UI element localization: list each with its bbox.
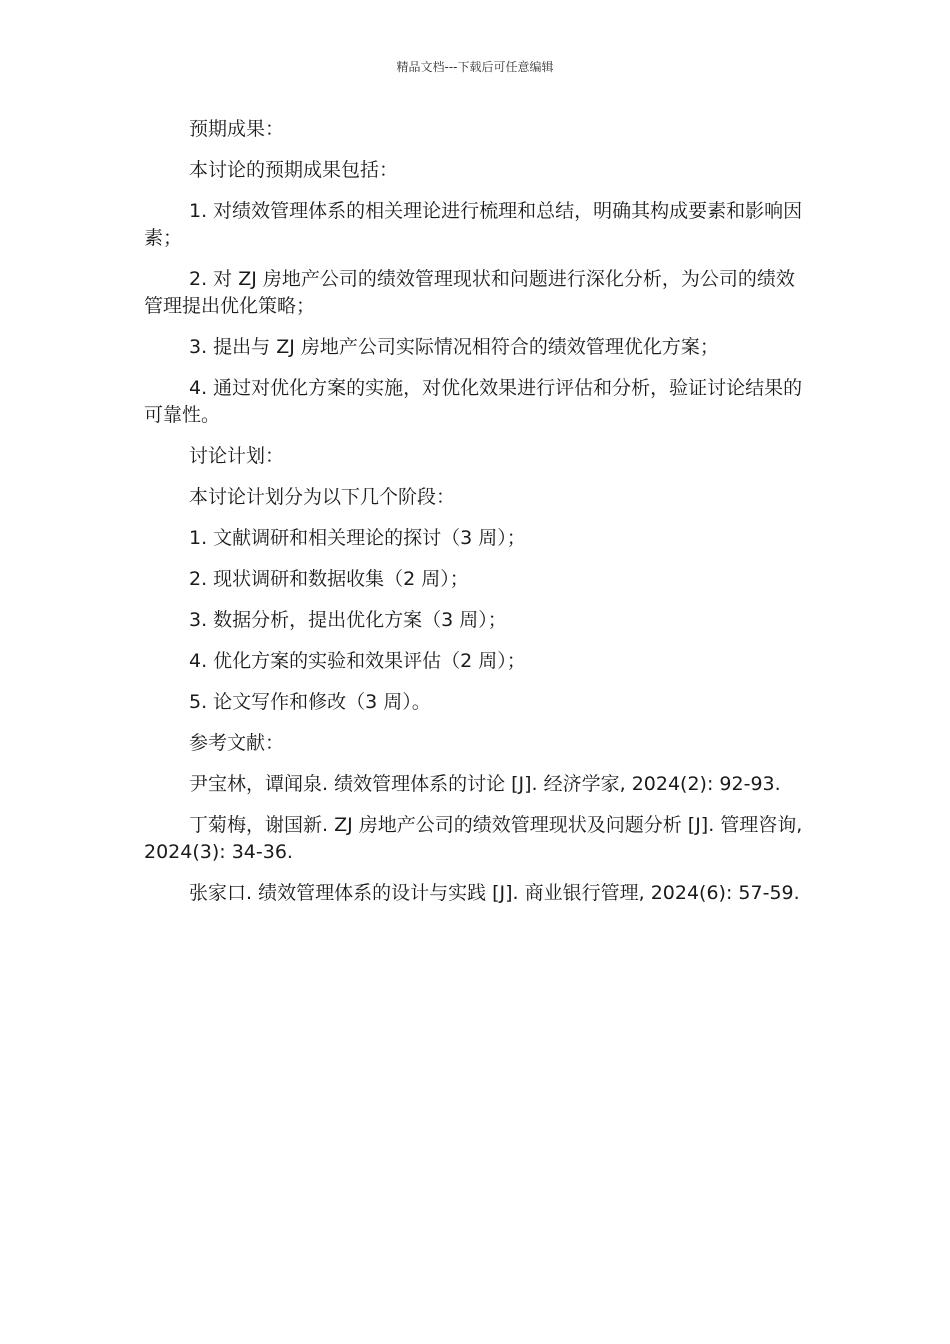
document-body bbox=[144, 116, 808, 921]
page-header: 精品文档---下载后可任意编辑 bbox=[396, 60, 554, 74]
section-heading-plan: 讨论计划： bbox=[189, 445, 285, 467]
reference-item: 张家口. 绩效管理体系的设计与实践 [J]. 商业银行管理, 2024(6): 57-59. bbox=[189, 882, 800, 904]
section-heading-references: 参考文献： bbox=[189, 732, 285, 754]
list-item: 3. 提出与 ZJ 房地产公司实际情况相符合的绩效管理优化方案； bbox=[189, 336, 719, 358]
reference-item: 尹宝林，谭闻泉. 绩效管理体系的讨论 [J]. 经济学家, 2024(2): 92-93. bbox=[189, 773, 781, 795]
section-heading-expected-results: 预期成果： bbox=[189, 118, 285, 140]
reference-item: 丁菊梅，谢国新. ZJ 房地产公司的绩效管理现状及问题分析 [J]. 管理咨询, 2024(3): 34-36. bbox=[144, 814, 803, 863]
list-item: 3. 数据分析，提出优化方案（3 周）； bbox=[189, 609, 507, 631]
list-item: 1. 文献调研和相关理论的探讨（3 周）； bbox=[189, 527, 526, 549]
list-item: 4. 通过对优化方案的实施，对优化效果进行评估和分析，验证讨论结果的可靠性。 bbox=[144, 377, 803, 426]
list-item: 4. 优化方案的实验和效果评估（2 周）； bbox=[189, 650, 526, 672]
list-item: 2. 对 ZJ 房地产公司的绩效管理现状和问题进行深化分析，为公司的绩效管理提出优化策略； bbox=[144, 268, 795, 317]
list-item: 5. 论文写作和修改（3 周）。 bbox=[189, 691, 431, 713]
paragraph: 本讨论计划分为以下几个阶段： bbox=[189, 486, 456, 508]
list-item: 2. 现状调研和数据收集（2 周）； bbox=[189, 568, 469, 590]
list-item: 1. 对绩效管理体系的相关理论进行梳理和总结，明确其构成要素和影响因素； bbox=[144, 200, 803, 249]
paragraph: 本讨论的预期成果包括： bbox=[189, 159, 399, 181]
